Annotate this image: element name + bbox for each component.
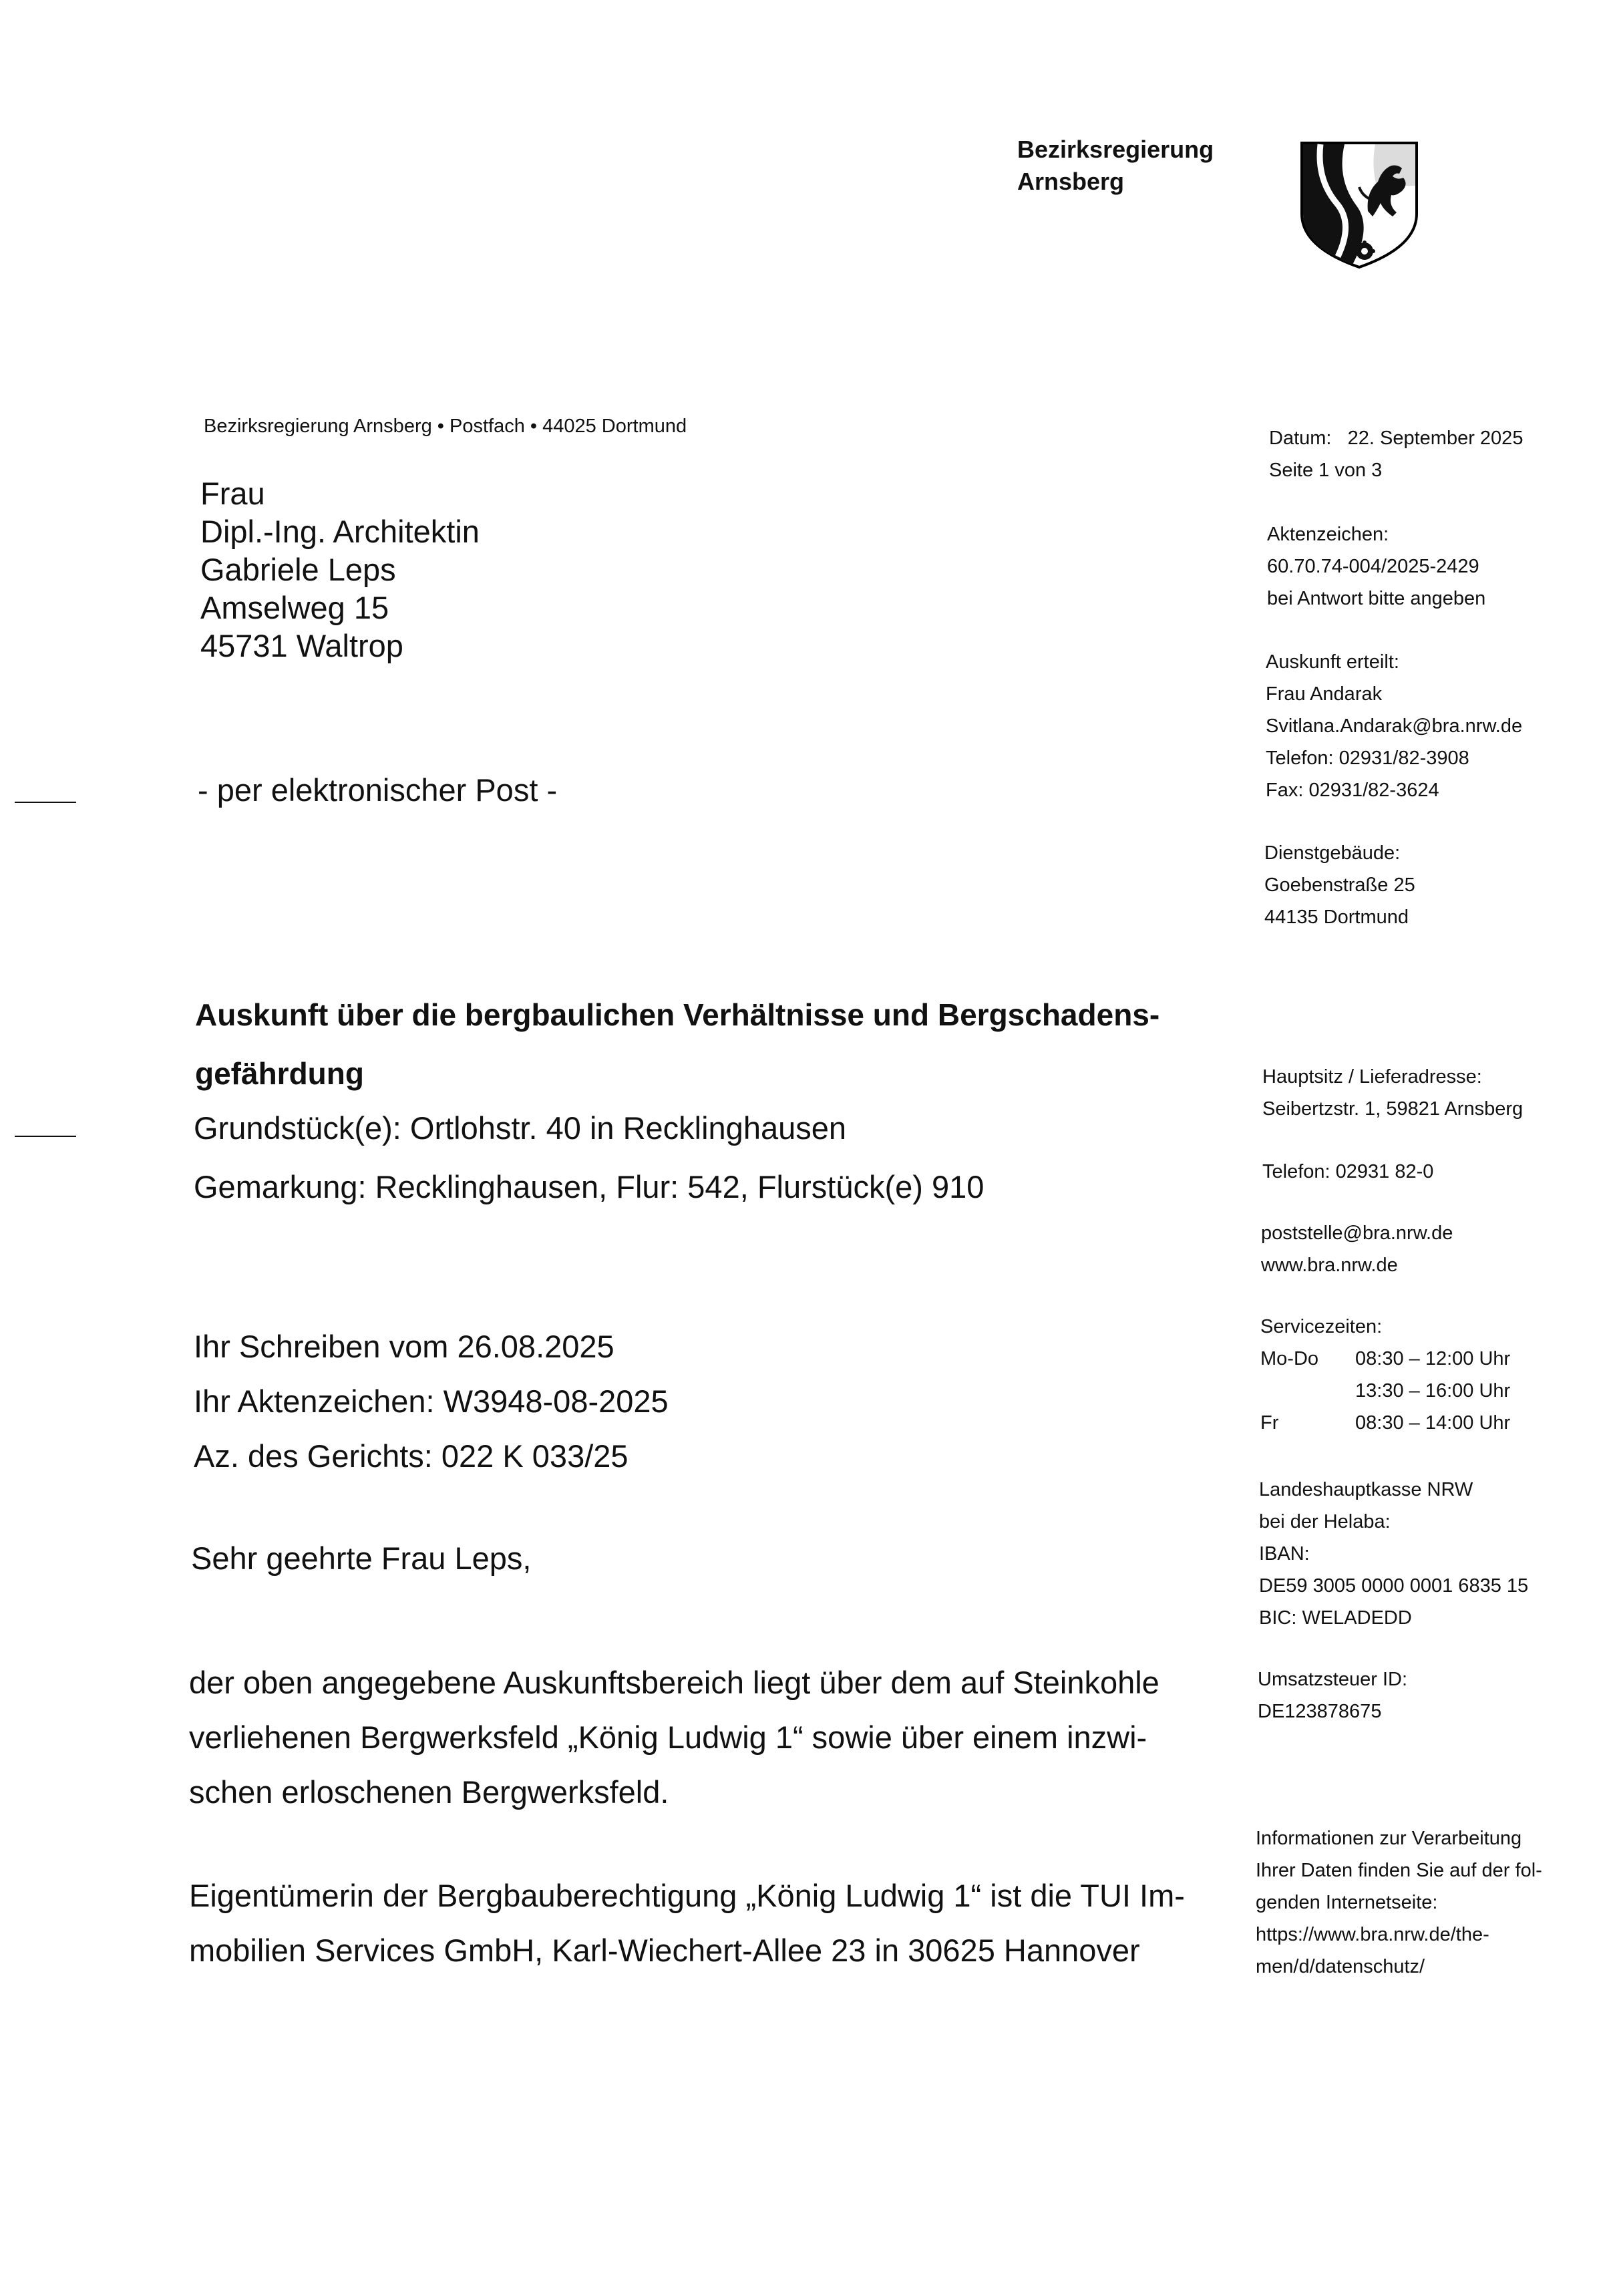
bic-value: BIC: WELADEDD xyxy=(1259,1607,1412,1629)
paragraph-line: verliehenen Bergwerksfeld „König Ludwig 1“ sowie über einem inzwi- xyxy=(189,1719,1147,1755)
reference-letter-date: Ihr Schreiben vom 26.08.2025 xyxy=(194,1329,614,1364)
office-city: 44135 Dortmund xyxy=(1264,907,1409,928)
privacy-url: men/d/datenschutz/ xyxy=(1256,1956,1425,1977)
privacy-line: Ihrer Daten finden Sie auf der fol- xyxy=(1256,1860,1542,1881)
vat-block xyxy=(1258,1663,1407,1728)
service-hours-label: Servicezeiten: xyxy=(1260,1316,1383,1337)
sender-return-address: Bezirksregierung Arnsberg • Postfach • 44025 Dortmund xyxy=(204,416,687,437)
greeting: Sehr geehrte Frau Leps, xyxy=(191,1540,532,1576)
file-reference-block xyxy=(1267,518,1485,615)
iban-label: IBAN: xyxy=(1259,1543,1310,1565)
property-plot: Grundstück(e): Ortlohstr. 40 in Recklinghausen xyxy=(194,1110,847,1146)
bank-block xyxy=(1259,1474,1528,1634)
recipient-address xyxy=(200,474,480,665)
letter-date: Datum: 22. September 2025 xyxy=(1269,428,1524,449)
hq-phone: Telefon: 02931 82-0 xyxy=(1262,1161,1434,1182)
fold-mark xyxy=(15,1136,76,1137)
recipient-name: Gabriele Leps xyxy=(200,552,396,587)
organization-name xyxy=(1017,134,1214,198)
page-number: Seite 1 von 3 xyxy=(1269,460,1383,481)
fold-mark xyxy=(15,802,76,803)
date-block xyxy=(1269,422,1523,486)
privacy-notice xyxy=(1256,1822,1542,1983)
iban-value: DE59 3005 0000 0001 6835 15 xyxy=(1259,1575,1529,1597)
organization-name-line1: Bezirksregierung xyxy=(1017,136,1214,163)
paragraph-line: der oben angegebene Auskunftsbereich liegt über dem auf Steinkohle xyxy=(189,1665,1159,1700)
bank-at: bei der Helaba: xyxy=(1259,1511,1391,1532)
delivery-note: - per elektronischer Post - xyxy=(198,772,558,808)
office-block xyxy=(1264,837,1415,933)
body-paragraph-2 xyxy=(189,1868,1218,1978)
organization-name-line2: Arnsberg xyxy=(1017,168,1125,195)
privacy-url: https://www.bra.nrw.de/the- xyxy=(1256,1924,1489,1945)
headquarters-block xyxy=(1262,1061,1523,1125)
contact-name: Frau Andarak xyxy=(1266,683,1383,705)
paragraph-line: Eigentümerin der Bergbauberechtigung „König Ludwig 1“ ist die TUI Im- xyxy=(189,1878,1185,1913)
privacy-line: genden Internetseite: xyxy=(1256,1892,1438,1913)
office-label: Dienstgebäude: xyxy=(1264,842,1401,864)
hq-label: Hauptsitz / Lieferadresse: xyxy=(1262,1066,1482,1088)
reference-your-file: Ihr Aktenzeichen: W3948-08-2025 xyxy=(194,1383,669,1419)
reference-court-file: Az. des Gerichts: 022 K 033/25 xyxy=(194,1438,629,1474)
letter-subject xyxy=(195,985,1159,1103)
contact-phone: Telefon: 02931/82-3908 xyxy=(1266,748,1469,769)
hq-address: Seibertzstr. 1, 59821 Arnsberg xyxy=(1262,1098,1524,1120)
contact-fax: Fax: 02931/82-3624 xyxy=(1266,780,1439,801)
property-cadastre: Gemarkung: Recklinghausen, Flur: 542, Flurstück(e) 910 xyxy=(194,1169,985,1204)
reference-block xyxy=(194,1319,669,1484)
service-time-morning: 08:30 – 12:00 Uhr xyxy=(1355,1348,1511,1369)
contact-email: Svitlana.Andarak@bra.nrw.de xyxy=(1266,715,1523,737)
service-day-fr: Fr xyxy=(1260,1412,1279,1434)
subject-line1: Auskunft über die bergbaulichen Verhältnisse und Bergschadens- xyxy=(195,997,1160,1032)
file-ref-label: Aktenzeichen: xyxy=(1267,524,1389,545)
service-time-friday: 08:30 – 14:00 Uhr xyxy=(1355,1412,1511,1434)
file-ref-value: 60.70.74-004/2025-2429 xyxy=(1267,556,1479,577)
web-block xyxy=(1261,1217,1453,1281)
contact-label: Auskunft erteilt: xyxy=(1266,651,1399,673)
file-ref-note: bei Antwort bitte angeben xyxy=(1267,588,1486,609)
hq-phone-block xyxy=(1262,1156,1433,1188)
vat-id: DE123878675 xyxy=(1258,1701,1382,1722)
body-paragraph-1 xyxy=(189,1655,1218,1820)
service-day-mo-do: Mo-Do xyxy=(1260,1348,1319,1369)
nrw-coat-of-arms-icon xyxy=(1298,139,1421,271)
paragraph-line: mobilien Services GmbH, Karl-Wiechert-Allee 23 in 30625 Hannover xyxy=(189,1933,1140,1968)
service-time-afternoon: 13:30 – 16:00 Uhr xyxy=(1355,1380,1511,1402)
property-details xyxy=(194,1099,984,1216)
recipient-salutation: Frau xyxy=(200,476,265,511)
recipient-city: 45731 Waltrop xyxy=(200,628,403,663)
subject-line2: gefährdung xyxy=(195,1056,364,1091)
office-street: Goebenstraße 25 xyxy=(1264,874,1415,896)
office-website: www.bra.nrw.de xyxy=(1261,1255,1398,1276)
recipient-title: Dipl.-Ing. Architektin xyxy=(200,514,480,549)
office-email: poststelle@bra.nrw.de xyxy=(1261,1222,1453,1244)
privacy-line: Informationen zur Verarbeitung xyxy=(1256,1828,1522,1849)
bank-name: Landeshauptkasse NRW xyxy=(1259,1479,1473,1500)
recipient-street: Amselweg 15 xyxy=(200,590,389,625)
contact-block xyxy=(1266,646,1522,806)
service-hours-block xyxy=(1260,1311,1510,1439)
vat-label: Umsatzsteuer ID: xyxy=(1258,1669,1407,1690)
paragraph-line: schen erloschenen Bergwerksfeld. xyxy=(189,1774,669,1810)
